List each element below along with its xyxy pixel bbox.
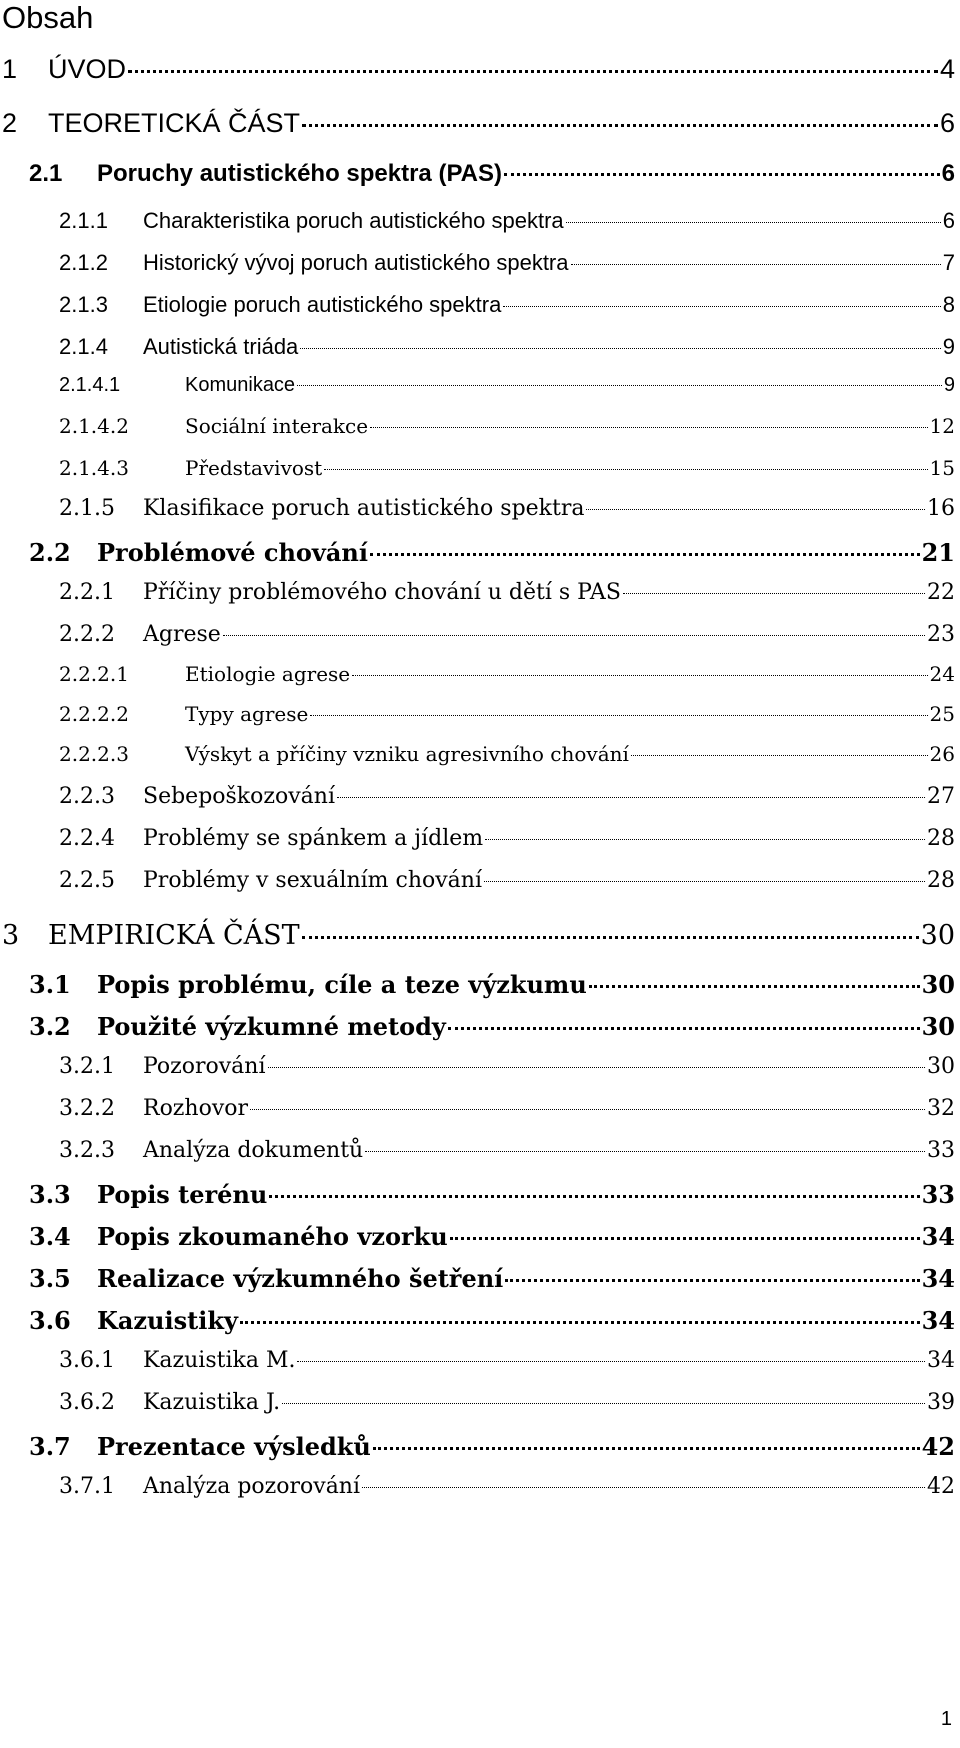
dot-leader bbox=[302, 936, 919, 939]
toc-entry-page: 30 bbox=[920, 920, 955, 951]
toc-entry-number: 2.2.4 bbox=[59, 826, 115, 851]
dot-leader bbox=[310, 715, 927, 716]
toc-entry-title: Autistická triáda bbox=[143, 334, 299, 359]
toc-entry-page: 28 bbox=[927, 868, 955, 893]
toc-entry[interactable] bbox=[59, 622, 955, 647]
dot-leader bbox=[503, 306, 940, 307]
toc-entry-page: 9 bbox=[942, 334, 955, 359]
toc-entry-number: 3 bbox=[2, 920, 20, 951]
toc-entry-number: 3.3 bbox=[29, 1180, 71, 1209]
toc-entry-number: 3.2.2 bbox=[59, 1096, 115, 1121]
toc-entry-page: 34 bbox=[921, 1306, 955, 1335]
toc-entry-number: 3.5 bbox=[29, 1264, 71, 1293]
toc-entry-title: Příčiny problémového chování u dětí s PAS bbox=[143, 580, 621, 605]
toc-entry[interactable] bbox=[59, 456, 955, 480]
toc-entry[interactable] bbox=[59, 784, 955, 809]
toc-entry[interactable] bbox=[59, 580, 955, 605]
toc-entry-title: Kazuistika J. bbox=[143, 1390, 281, 1415]
toc-entry-number: 2.2.5 bbox=[59, 868, 115, 893]
toc-entry-title: TEORETICKÁ ČÁST bbox=[48, 108, 301, 138]
toc-entry-number: 2.2.2.2 bbox=[59, 702, 129, 726]
toc-entry-title: Klasifikace poruch autistického spektra bbox=[143, 496, 585, 521]
toc-entry-page: 22 bbox=[927, 580, 955, 605]
toc-entry[interactable] bbox=[59, 334, 955, 360]
dot-leader bbox=[324, 469, 927, 470]
toc-entry-number: 2.1.4.1 bbox=[59, 374, 121, 396]
dot-leader bbox=[240, 1321, 920, 1324]
toc-entry[interactable] bbox=[29, 1264, 955, 1293]
toc-entry[interactable] bbox=[59, 702, 955, 726]
toc-entry-number: 2.1.4.3 bbox=[59, 456, 129, 480]
dot-leader bbox=[566, 222, 941, 223]
dot-leader bbox=[297, 385, 942, 386]
toc-entry[interactable] bbox=[59, 1390, 955, 1415]
toc-entry-number: 3.6.2 bbox=[59, 1390, 115, 1415]
dot-leader bbox=[250, 1109, 925, 1110]
toc-entry-title: Historický vývoj poruch autistického spektra bbox=[143, 250, 569, 275]
toc-entry-number: 2.1.3 bbox=[59, 292, 108, 317]
toc-entry-title: Charakteristika poruch autistického spektra bbox=[143, 208, 564, 233]
toc-entry[interactable] bbox=[59, 250, 955, 276]
toc-entry[interactable] bbox=[59, 414, 955, 438]
toc-entry-page: 27 bbox=[927, 784, 955, 809]
dot-leader bbox=[370, 553, 920, 556]
toc-entry-page: 8 bbox=[942, 292, 955, 317]
dot-leader bbox=[448, 1027, 920, 1030]
toc-entry-page: 34 bbox=[921, 1264, 955, 1293]
toc-entry[interactable] bbox=[59, 496, 955, 521]
toc-entry-page: 34 bbox=[921, 1222, 955, 1251]
toc-entry-title: Typy agrese bbox=[185, 702, 309, 726]
toc-entry[interactable] bbox=[59, 662, 955, 686]
toc-entry-title: Problémy se spánkem a jídlem bbox=[143, 826, 484, 851]
toc-entry-title: EMPIRICKÁ ČÁST bbox=[48, 920, 300, 951]
toc-entry-title: Realizace výzkumného šetření bbox=[97, 1264, 504, 1293]
toc-entry-number: 3.4 bbox=[29, 1222, 71, 1251]
toc-entry-title: Problémové chování bbox=[97, 538, 368, 567]
toc-entry-number: 2 bbox=[2, 108, 18, 138]
toc-entry-title: Popis problému, cíle a teze výzkumu bbox=[97, 970, 587, 999]
dot-leader bbox=[505, 1279, 919, 1282]
dot-leader bbox=[302, 124, 938, 127]
dot-leader bbox=[269, 1195, 919, 1198]
toc-entry-page: 6 bbox=[941, 160, 955, 187]
toc-entry-number: 3.6 bbox=[29, 1306, 71, 1335]
toc-entry-page: 16 bbox=[927, 496, 955, 521]
page-title: Obsah bbox=[2, 0, 94, 35]
dot-leader bbox=[300, 348, 940, 349]
toc-entry-title: Agrese bbox=[143, 622, 221, 647]
toc-entry[interactable] bbox=[29, 1012, 955, 1041]
toc-entry-page: 9 bbox=[943, 374, 955, 396]
toc-entry[interactable] bbox=[29, 1180, 955, 1209]
dot-leader bbox=[631, 755, 928, 756]
toc-entry-title: Poruchy autistického spektra (PAS) bbox=[97, 160, 502, 187]
toc-entry[interactable] bbox=[59, 374, 955, 397]
toc-entry-number: 2.1 bbox=[29, 160, 63, 187]
toc-entry-number: 2.2.3 bbox=[59, 784, 115, 809]
toc-entry[interactable] bbox=[29, 1222, 955, 1251]
toc-entry-title: Popis zkoumaného vzorku bbox=[97, 1222, 448, 1251]
toc-entry-page: 28 bbox=[927, 826, 955, 851]
toc-entry-title: Představivost bbox=[185, 456, 323, 480]
toc-entry-number: 2.1.4.2 bbox=[59, 414, 129, 438]
toc-entry-page: 30 bbox=[921, 970, 955, 999]
toc-entry-page: 33 bbox=[927, 1138, 955, 1163]
dot-leader bbox=[623, 593, 925, 594]
toc-entry[interactable] bbox=[29, 1432, 955, 1461]
toc-entry[interactable] bbox=[29, 538, 955, 567]
toc-entry[interactable] bbox=[59, 208, 955, 234]
toc-entry-number: 2.1.4 bbox=[59, 334, 108, 359]
toc-entry[interactable] bbox=[59, 826, 955, 851]
toc-entry-page: 23 bbox=[927, 622, 955, 647]
toc-entry-page: 6 bbox=[939, 108, 955, 138]
toc-entry-title: Kazuistiky bbox=[97, 1306, 238, 1335]
toc-entry[interactable] bbox=[59, 742, 955, 766]
toc-entry-page: 33 bbox=[921, 1180, 955, 1209]
toc-entry[interactable] bbox=[29, 1306, 955, 1335]
toc-entry-page: 15 bbox=[929, 456, 955, 480]
toc-entry[interactable] bbox=[2, 108, 955, 139]
dot-leader bbox=[484, 881, 925, 882]
toc-entry-page: 39 bbox=[927, 1390, 955, 1415]
toc-entry-title: ÚVOD bbox=[48, 54, 127, 84]
dot-leader bbox=[128, 70, 938, 73]
toc-entry[interactable] bbox=[2, 920, 955, 951]
toc-entry-title: Etiologie poruch autistického spektra bbox=[143, 292, 502, 317]
toc-entry-title: Sebepoškozování bbox=[143, 784, 335, 809]
toc-entry[interactable] bbox=[59, 1138, 955, 1163]
toc-entry-number: 2.2.2.1 bbox=[59, 662, 129, 686]
toc-entry-page: 6 bbox=[942, 208, 955, 233]
dot-leader bbox=[504, 173, 940, 176]
toc-entry[interactable] bbox=[29, 160, 955, 188]
page-number: 1 bbox=[940, 1708, 952, 1730]
toc-entry-page: 24 bbox=[929, 662, 955, 686]
dot-leader bbox=[223, 635, 925, 636]
toc-entry-number: 3.7 bbox=[29, 1432, 71, 1461]
dot-leader bbox=[282, 1403, 925, 1404]
toc-entry-number: 3.6.1 bbox=[59, 1348, 115, 1373]
toc-entry-title: Použité výzkumné metody bbox=[97, 1012, 446, 1041]
toc-entry-title: Kazuistika M. bbox=[143, 1348, 296, 1373]
toc-entry-page: 12 bbox=[929, 414, 955, 438]
toc-entry-page: 42 bbox=[921, 1432, 955, 1461]
toc-entry-page: 7 bbox=[942, 250, 955, 275]
toc-entry-page: 42 bbox=[927, 1474, 955, 1499]
dot-leader bbox=[352, 675, 927, 676]
dot-leader bbox=[589, 985, 920, 988]
dot-leader bbox=[268, 1067, 925, 1068]
toc-entry-number: 3.2.3 bbox=[59, 1138, 115, 1163]
toc-entry-title: Komunikace bbox=[185, 374, 296, 396]
dot-leader bbox=[485, 839, 925, 840]
toc-entry[interactable] bbox=[59, 1474, 955, 1499]
toc-entry-number: 3.7.1 bbox=[59, 1474, 115, 1499]
dot-leader bbox=[373, 1447, 920, 1450]
toc-entry[interactable] bbox=[2, 54, 955, 85]
toc-entry-page: 30 bbox=[921, 1012, 955, 1041]
toc-entry-number: 2.1.2 bbox=[59, 250, 108, 275]
dot-leader bbox=[370, 427, 927, 428]
toc-entry-page: 32 bbox=[927, 1096, 955, 1121]
toc-entry-number: 2.2.2.3 bbox=[59, 742, 129, 766]
toc-entry-number: 3.1 bbox=[29, 970, 71, 999]
toc-entry-title: Prezentace výsledků bbox=[97, 1432, 371, 1461]
toc-entry-title: Výskyt a příčiny vzniku agresivního chování bbox=[185, 742, 629, 766]
toc-entry-title: Popis terénu bbox=[97, 1180, 268, 1209]
toc-entry[interactable] bbox=[59, 292, 955, 318]
toc-entry[interactable] bbox=[59, 1054, 955, 1079]
toc-entry-number: 2.2.2 bbox=[59, 622, 115, 647]
toc-entry-page: 25 bbox=[929, 702, 955, 726]
dot-leader bbox=[297, 1361, 925, 1362]
toc-entry-number: 2.2.1 bbox=[59, 580, 115, 605]
toc-entry-title: Problémy v sexuálním chování bbox=[143, 868, 482, 893]
toc-entry-number: 2.2 bbox=[29, 538, 71, 567]
toc-entry-number: 3.2 bbox=[29, 1012, 71, 1041]
toc-entry-page: 26 bbox=[929, 742, 955, 766]
toc-entry[interactable] bbox=[59, 1096, 955, 1121]
toc-entry[interactable] bbox=[59, 1348, 955, 1373]
dot-leader bbox=[571, 264, 941, 265]
toc-entry-title: Analýza dokumentů bbox=[143, 1138, 364, 1163]
toc-entry-number: 1 bbox=[2, 54, 18, 84]
toc-entry-page: 21 bbox=[921, 538, 955, 567]
toc-entry-title: Etiologie agrese bbox=[185, 662, 351, 686]
toc-entry-title: Sociální interakce bbox=[185, 414, 369, 438]
dot-leader bbox=[586, 509, 925, 510]
dot-leader bbox=[337, 797, 925, 798]
toc-entry[interactable] bbox=[59, 868, 955, 893]
toc-entry-number: 3.2.1 bbox=[59, 1054, 115, 1079]
dot-leader bbox=[450, 1237, 920, 1240]
toc-entry-page: 34 bbox=[927, 1348, 955, 1373]
dot-leader bbox=[362, 1487, 925, 1488]
toc-entry-page: 30 bbox=[927, 1054, 955, 1079]
dot-leader bbox=[365, 1151, 925, 1152]
toc-entry-title: Analýza pozorování bbox=[143, 1474, 361, 1499]
toc-entry[interactable] bbox=[29, 970, 955, 999]
toc-entry-number: 2.1.1 bbox=[59, 208, 108, 233]
toc-entry-title: Rozhovor bbox=[143, 1096, 249, 1121]
toc-entry-number: 2.1.5 bbox=[59, 496, 115, 521]
toc-entry-page: 4 bbox=[939, 54, 955, 84]
toc-entry-title: Pozorování bbox=[143, 1054, 266, 1079]
